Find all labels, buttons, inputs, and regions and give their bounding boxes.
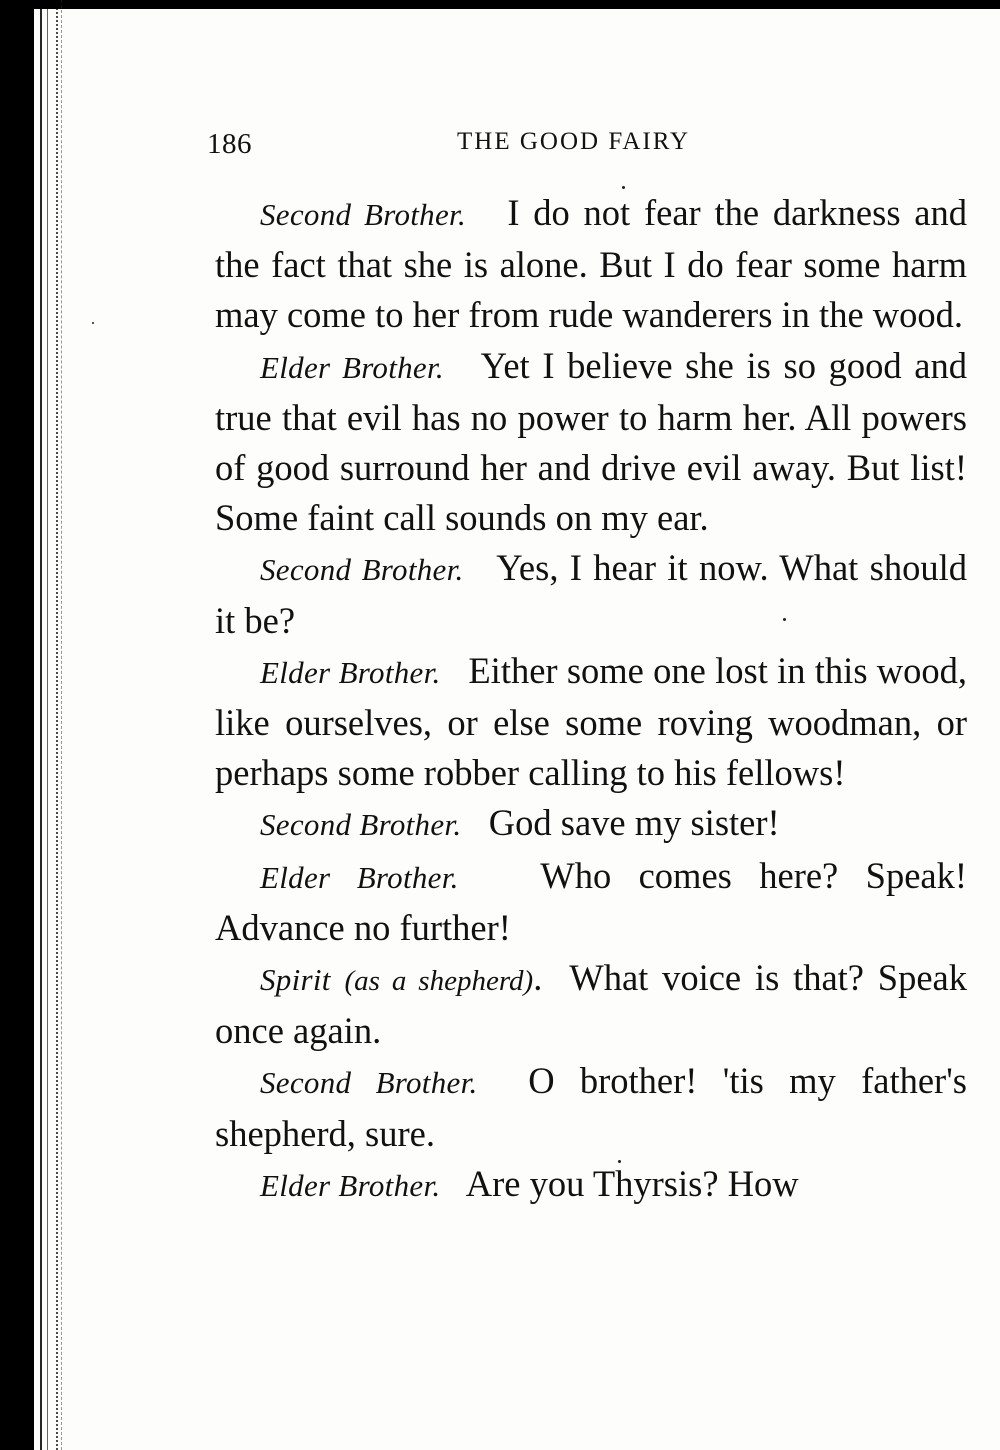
speaker-name: Elder Brother. [260,654,441,690]
scan-top-edge [0,0,1000,9]
dialogue-text: What voice is that? Speak once again. [215,957,967,1052]
binding-gutter-line [40,0,42,1450]
page-header [207,128,967,162]
binding-gutter-line [56,0,58,1450]
dialogue-text: Yet I believe she is so good and true that evil has no power to harm her. All powers of good surround her and drive evil away. But list! Some faint call sounds on my ear. [215,344,967,539]
speaker-name: Second Brother. [260,1065,478,1101]
page-number: 186 [207,128,252,160]
speaker-name: Elder Brother. [260,859,459,895]
scan-speck [92,322,94,324]
speaker-name: Elder Brother. [260,349,444,385]
dialogue-paragraph [215,851,967,953]
dialogue-paragraph [215,188,967,341]
speaker-name: Second Brother. [260,197,467,232]
stage-direction-punctuation: . [533,957,543,999]
dialogue-text: God save my sister! [488,802,780,844]
dialogue-paragraph [215,646,967,799]
dialogue-text: Yes, I hear it now. What should it be? [215,547,967,641]
dialogue-paragraph [215,953,967,1056]
dialogue-paragraph [215,1056,967,1158]
dialogue-text: I do not fear the darkness and the fact that she is alone. But I do fear some harm may come to her from rude wanderers in the wood. [215,192,968,336]
dialogue-paragraph [215,1159,967,1211]
dialogue-text: O brother! 'tis my father's shepherd, sure. [215,1060,967,1154]
dialogue-text: Who comes here? Speak! Advance no further! [215,854,968,948]
binding-gutter-line [47,0,48,1450]
stage-direction: (as a shepherd) [344,965,534,998]
speaker-name: Spirit [260,962,331,998]
dialogue-text: Either some one lost in this wood, like ourselves, or else some roving woodman, or perhaps some robber calling to his fellows! [215,649,968,794]
speaker-name: Second Brother. [260,552,464,588]
running-head: THE GOOD FAIRY [457,128,691,155]
dialogue-body [215,188,967,1211]
speaker-name: Elder Brother. [260,1167,441,1203]
dialogue-paragraph [215,341,967,544]
speaker-name: Second Brother. [260,807,462,843]
binding-gutter-line [61,0,62,1450]
dialogue-paragraph [215,798,967,850]
scan-left-edge [0,0,34,1450]
dialogue-text: Are you Thyrsis? How [465,1162,799,1204]
dialogue-paragraph [215,543,967,645]
